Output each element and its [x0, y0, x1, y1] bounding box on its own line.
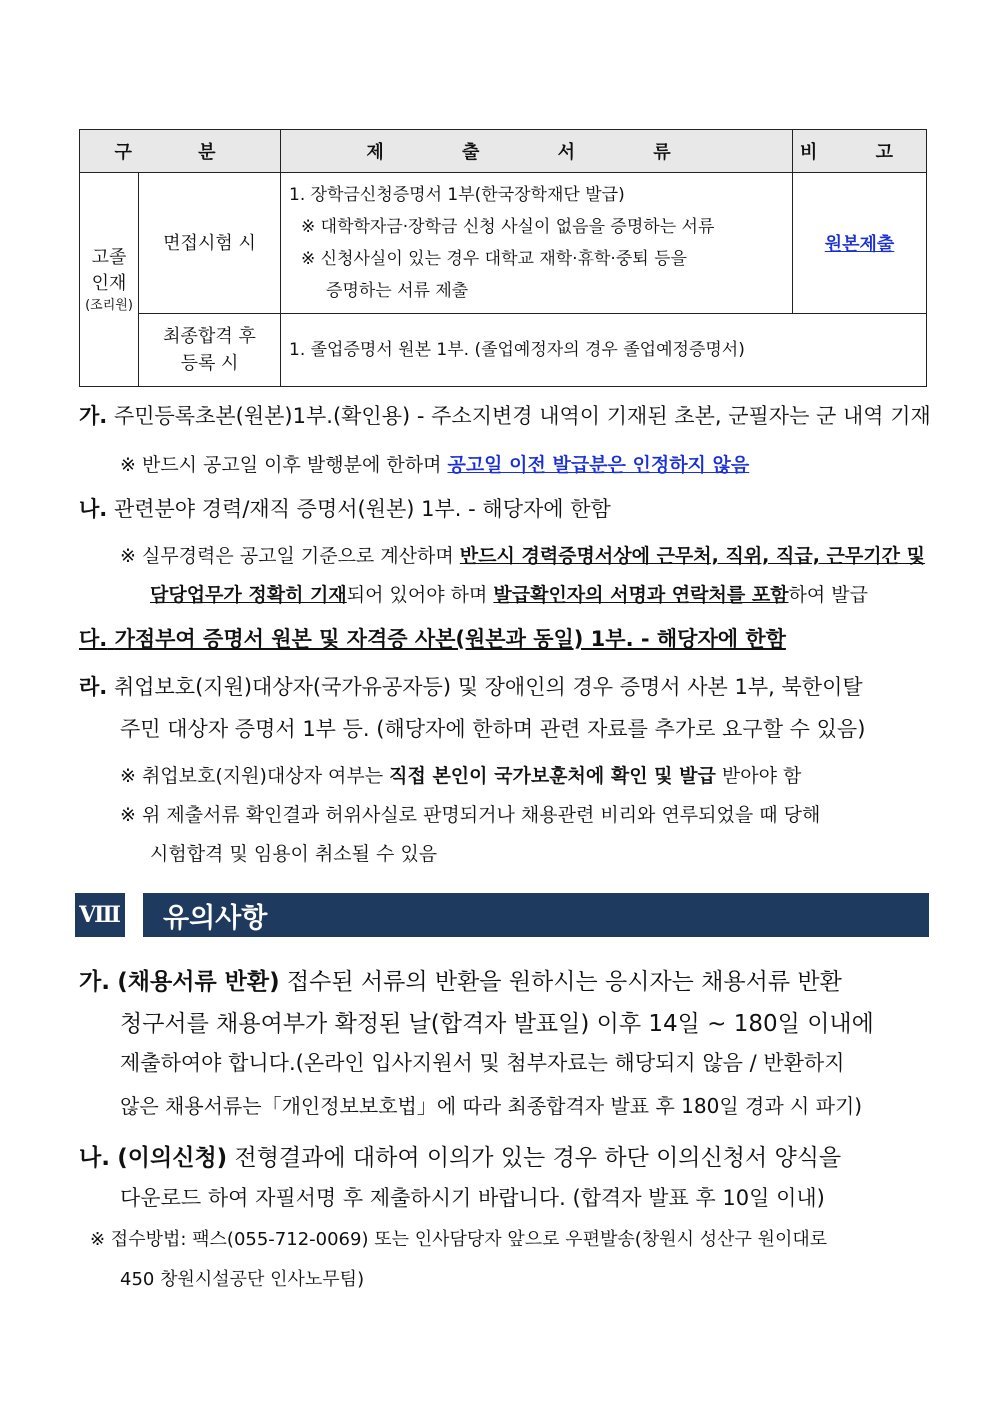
- header-documents: 제 출 서 류: [281, 130, 793, 173]
- list-item-ra-cont: 주민 대상자 증명서 1부 등. (해당자에 한하며 관련 자료를 추가로 요구할 수 있음): [120, 717, 866, 741]
- item-text: 가점부여 증명서 원본 및 자격증 사본(원본과 동일) 1부. - 해당자에 한함: [114, 627, 786, 651]
- note-emphasis: 발급확인자의 서명과 연락처를 포함: [493, 584, 789, 606]
- notice-ga-line3: 제출하여야 합니다.(온라인 입사지원서 및 첨부자료는 해당되지 않음 / 반환하지: [120, 1051, 845, 1075]
- list-item-na: [79, 493, 929, 523]
- interview-documents: [281, 173, 793, 314]
- list-note-ra-2: ※ 위 제출서류 확인결과 허위사실로 판명되거나 채용관련 비리와 연루되었을 때 당해: [120, 804, 821, 826]
- stage-interview: 면접시험 시: [139, 173, 281, 314]
- list-note-ra-1: [120, 761, 970, 788]
- submission-method: ※ 접수방법: 팩스(055-712-0069) 또는 인사담당자 앞으로 우편발송(창원시 성산구 원이대로: [90, 1229, 828, 1250]
- item-marker: 나.: [79, 497, 108, 521]
- category-cell: [80, 173, 139, 387]
- documents-table: [79, 129, 927, 387]
- note-emphasis: 직접 본인이 국가보훈처에 확인 및 발급: [389, 765, 716, 787]
- item-text: 취업보호(지원)대상자(국가유공자등) 및 장애인의 경우 증명서 사본 1부, 북한이탈: [113, 675, 863, 699]
- doc-item: 1. 장학금신청증명서 1부(한국장학재단 발급): [289, 185, 625, 205]
- table-row: [80, 314, 927, 387]
- list-item-ga: [79, 400, 929, 430]
- note-text: 하여 발급: [788, 584, 869, 606]
- category-sub-label: (조리원): [85, 297, 133, 313]
- item-marker: 다.: [79, 627, 108, 651]
- notice-na: [79, 1139, 929, 1172]
- category-label: 고졸 인재: [91, 246, 127, 294]
- list-note-ga: [120, 450, 970, 477]
- notice-text: 전형결과에 대하여 이의가 있는 경우 하단 이의신청서 양식을: [227, 1145, 842, 1171]
- section-number: Ⅷ: [75, 893, 125, 937]
- notice-label: (이의신청): [117, 1145, 228, 1171]
- notice-label: (채용서류 반환): [117, 969, 280, 995]
- item-marker: 가.: [79, 969, 110, 995]
- notice-ga-line2: 청구서를 채용여부가 확정된 날(합격자 발표일) 이후 14일 ~ 180일 이내에: [120, 1011, 874, 1037]
- note-emphasis: 반드시 경력증명서상에 근무처, 직위, 직급, 근무기간 및: [459, 545, 925, 567]
- doc-note-cont: 증명하는 서류 제출: [326, 281, 469, 301]
- note-text: ※ 취업보호(지원)대상자 여부는: [120, 765, 390, 787]
- notice-ga: [79, 963, 929, 996]
- header-category: 구 분: [80, 130, 281, 173]
- notice-text: 접수된 서류의 반환을 원하시는 응시자는 채용서류 반환: [279, 969, 842, 995]
- item-marker: 라.: [79, 675, 108, 699]
- stage-final: 최종합격 후 등록 시: [139, 314, 281, 387]
- notice-ga-line4: 않은 채용서류는「개인정보보호법」에 따라 최종합격자 발표 후 180일 경과 시 파기): [120, 1094, 863, 1118]
- note-text: ※ 반드시 공고일 이후 발행분에 한하며: [120, 454, 448, 476]
- table-row: [80, 173, 927, 314]
- list-item-ra: [79, 671, 929, 701]
- item-marker: 가.: [79, 404, 108, 428]
- item-text: 관련분야 경력/재직 증명서(원본) 1부. - 해당자에 한함: [113, 497, 611, 521]
- note-text: 받아야 함: [715, 765, 802, 787]
- note-text: 되어 있어야 하며: [346, 584, 494, 606]
- list-note-na-2: [150, 580, 1000, 607]
- table-header-row: [80, 130, 927, 173]
- doc-note: ※ 신청사실이 있는 경우 대학교 재학·휴학·중퇴 등을: [301, 249, 687, 269]
- header-remarks: 비 고: [793, 130, 927, 173]
- note-text: ※ 실무경력은 공고일 기준으로 계산하며: [120, 545, 460, 567]
- note-emphasis: 담당업무가 정확히 기재: [150, 584, 347, 606]
- list-item-da: [79, 623, 929, 653]
- item-marker: 나.: [79, 1145, 110, 1171]
- notice-na-line2: 다운로드 하여 자필서명 후 제출하시기 바랍니다. (합격자 발표 후 10일 이내): [120, 1186, 825, 1210]
- doc-note: ※ 대학학자금·장학금 신청 사실이 없음을 증명하는 서류: [301, 217, 715, 237]
- list-note-ra-2-cont: 시험합격 및 임용이 취소될 수 있음: [150, 843, 438, 865]
- note-emphasis: 공고일 이전 발급분은 인정하지 않음: [447, 454, 750, 476]
- item-text: 주민등록초본(원본)1부.(확인용) - 주소지변경 내역이 기재된 초본, 군필자는 군 내역 기재: [113, 404, 931, 428]
- list-note-na-1: [120, 541, 970, 568]
- section-title: 유의사항: [143, 893, 929, 937]
- final-documents: 1. 졸업증명서 원본 1부. (졸업예정자의 경우 졸업예정증명서): [281, 314, 927, 387]
- submission-method-cont: 450 창원시설공단 인사노무팀): [120, 1269, 365, 1290]
- original-submit-note: 원본제출: [793, 173, 927, 314]
